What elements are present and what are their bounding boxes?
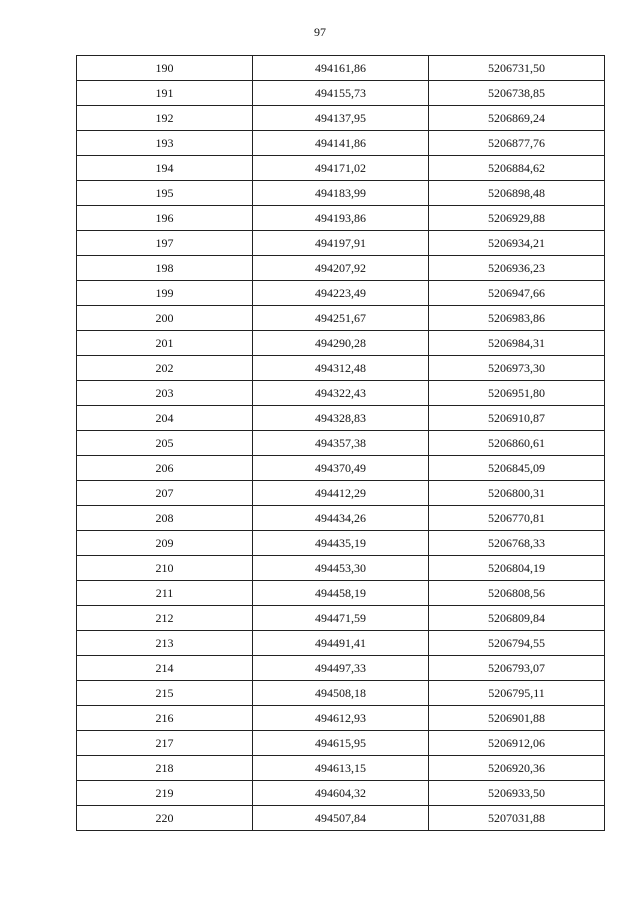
y-coordinate-cell: 5206947,66 xyxy=(429,281,605,306)
table-row xyxy=(77,406,605,431)
point-number-cell: 207 xyxy=(77,481,253,506)
y-coordinate-cell: 5206877,76 xyxy=(429,131,605,156)
y-coordinate-cell: 5206920,36 xyxy=(429,756,605,781)
y-coordinate-cell: 5206809,84 xyxy=(429,606,605,631)
y-coordinate-cell: 5206910,87 xyxy=(429,406,605,431)
table-row xyxy=(77,506,605,531)
table-row xyxy=(77,156,605,181)
y-coordinate-cell: 5206845,09 xyxy=(429,456,605,481)
point-number-cell: 201 xyxy=(77,331,253,356)
x-coordinate-cell: 494251,67 xyxy=(253,306,429,331)
table-row xyxy=(77,656,605,681)
x-coordinate-cell: 494161,86 xyxy=(253,56,429,81)
y-coordinate-cell: 5206793,07 xyxy=(429,656,605,681)
point-number-cell: 192 xyxy=(77,106,253,131)
y-coordinate-cell: 5206973,30 xyxy=(429,356,605,381)
y-coordinate-cell: 5206898,48 xyxy=(429,181,605,206)
table-row xyxy=(77,781,605,806)
point-number-cell: 194 xyxy=(77,156,253,181)
table-row xyxy=(77,631,605,656)
table-row xyxy=(77,356,605,381)
point-number-cell: 212 xyxy=(77,606,253,631)
x-coordinate-cell: 494508,18 xyxy=(253,681,429,706)
x-coordinate-cell: 494491,41 xyxy=(253,631,429,656)
table-row xyxy=(77,56,605,81)
y-coordinate-cell: 5206860,61 xyxy=(429,431,605,456)
point-number-cell: 209 xyxy=(77,531,253,556)
point-number-cell: 198 xyxy=(77,256,253,281)
x-coordinate-cell: 494357,38 xyxy=(253,431,429,456)
x-coordinate-cell: 494434,26 xyxy=(253,506,429,531)
point-number-cell: 203 xyxy=(77,381,253,406)
x-coordinate-cell: 494435,19 xyxy=(253,531,429,556)
point-number-cell: 214 xyxy=(77,656,253,681)
table-row xyxy=(77,806,605,831)
table-row xyxy=(77,81,605,106)
point-number-cell: 218 xyxy=(77,756,253,781)
x-coordinate-cell: 494290,28 xyxy=(253,331,429,356)
x-coordinate-cell: 494197,91 xyxy=(253,231,429,256)
table-row xyxy=(77,106,605,131)
table-row xyxy=(77,181,605,206)
x-coordinate-cell: 494458,19 xyxy=(253,581,429,606)
y-coordinate-cell: 5206983,86 xyxy=(429,306,605,331)
table-row xyxy=(77,706,605,731)
point-number-cell: 197 xyxy=(77,231,253,256)
x-coordinate-cell: 494604,32 xyxy=(253,781,429,806)
table-row xyxy=(77,206,605,231)
point-number-cell: 213 xyxy=(77,631,253,656)
point-number-cell: 202 xyxy=(77,356,253,381)
x-coordinate-cell: 494471,59 xyxy=(253,606,429,631)
coordinates-table xyxy=(76,55,605,831)
table-row xyxy=(77,606,605,631)
table-row xyxy=(77,381,605,406)
y-coordinate-cell: 5206794,55 xyxy=(429,631,605,656)
table-row xyxy=(77,306,605,331)
x-coordinate-cell: 494497,33 xyxy=(253,656,429,681)
x-coordinate-cell: 494141,86 xyxy=(253,131,429,156)
table-row xyxy=(77,331,605,356)
y-coordinate-cell: 5206884,62 xyxy=(429,156,605,181)
coordinates-table-body xyxy=(77,56,605,831)
x-coordinate-cell: 494615,95 xyxy=(253,731,429,756)
x-coordinate-cell: 494453,30 xyxy=(253,556,429,581)
x-coordinate-cell: 494137,95 xyxy=(253,106,429,131)
x-coordinate-cell: 494207,92 xyxy=(253,256,429,281)
x-coordinate-cell: 494223,49 xyxy=(253,281,429,306)
x-coordinate-cell: 494612,93 xyxy=(253,706,429,731)
table-row xyxy=(77,556,605,581)
point-number-cell: 190 xyxy=(77,56,253,81)
x-coordinate-cell: 494183,99 xyxy=(253,181,429,206)
point-number-cell: 208 xyxy=(77,506,253,531)
table-row xyxy=(77,131,605,156)
table-row xyxy=(77,281,605,306)
y-coordinate-cell: 5207031,88 xyxy=(429,806,605,831)
point-number-cell: 191 xyxy=(77,81,253,106)
point-number-cell: 210 xyxy=(77,556,253,581)
point-number-cell: 193 xyxy=(77,131,253,156)
point-number-cell: 219 xyxy=(77,781,253,806)
point-number-cell: 220 xyxy=(77,806,253,831)
table-row xyxy=(77,731,605,756)
x-coordinate-cell: 494312,48 xyxy=(253,356,429,381)
table-row xyxy=(77,431,605,456)
y-coordinate-cell: 5206901,88 xyxy=(429,706,605,731)
x-coordinate-cell: 494155,73 xyxy=(253,81,429,106)
y-coordinate-cell: 5206929,88 xyxy=(429,206,605,231)
y-coordinate-cell: 5206912,06 xyxy=(429,731,605,756)
table-row xyxy=(77,581,605,606)
point-number-cell: 206 xyxy=(77,456,253,481)
y-coordinate-cell: 5206768,33 xyxy=(429,531,605,556)
table-row xyxy=(77,256,605,281)
y-coordinate-cell: 5206869,24 xyxy=(429,106,605,131)
table-row xyxy=(77,481,605,506)
point-number-cell: 204 xyxy=(77,406,253,431)
y-coordinate-cell: 5206936,23 xyxy=(429,256,605,281)
y-coordinate-cell: 5206804,19 xyxy=(429,556,605,581)
y-coordinate-cell: 5206934,21 xyxy=(429,231,605,256)
point-number-cell: 199 xyxy=(77,281,253,306)
point-number-cell: 216 xyxy=(77,706,253,731)
x-coordinate-cell: 494613,15 xyxy=(253,756,429,781)
x-coordinate-cell: 494370,49 xyxy=(253,456,429,481)
table-row xyxy=(77,231,605,256)
point-number-cell: 215 xyxy=(77,681,253,706)
y-coordinate-cell: 5206951,80 xyxy=(429,381,605,406)
x-coordinate-cell: 494322,43 xyxy=(253,381,429,406)
y-coordinate-cell: 5206731,50 xyxy=(429,56,605,81)
point-number-cell: 211 xyxy=(77,581,253,606)
y-coordinate-cell: 5206808,56 xyxy=(429,581,605,606)
y-coordinate-cell: 5206933,50 xyxy=(429,781,605,806)
point-number-cell: 217 xyxy=(77,731,253,756)
y-coordinate-cell: 5206800,31 xyxy=(429,481,605,506)
y-coordinate-cell: 5206770,81 xyxy=(429,506,605,531)
x-coordinate-cell: 494412,29 xyxy=(253,481,429,506)
table-row xyxy=(77,756,605,781)
y-coordinate-cell: 5206984,31 xyxy=(429,331,605,356)
y-coordinate-cell: 5206795,11 xyxy=(429,681,605,706)
x-coordinate-cell: 494507,84 xyxy=(253,806,429,831)
y-coordinate-cell: 5206738,85 xyxy=(429,81,605,106)
page-number: 97 xyxy=(314,25,326,39)
point-number-cell: 200 xyxy=(77,306,253,331)
table-row xyxy=(77,456,605,481)
point-number-cell: 196 xyxy=(77,206,253,231)
x-coordinate-cell: 494171,02 xyxy=(253,156,429,181)
table-row xyxy=(77,681,605,706)
x-coordinate-cell: 494193,86 xyxy=(253,206,429,231)
table-row xyxy=(77,531,605,556)
point-number-cell: 205 xyxy=(77,431,253,456)
point-number-cell: 195 xyxy=(77,181,253,206)
x-coordinate-cell: 494328,83 xyxy=(253,406,429,431)
